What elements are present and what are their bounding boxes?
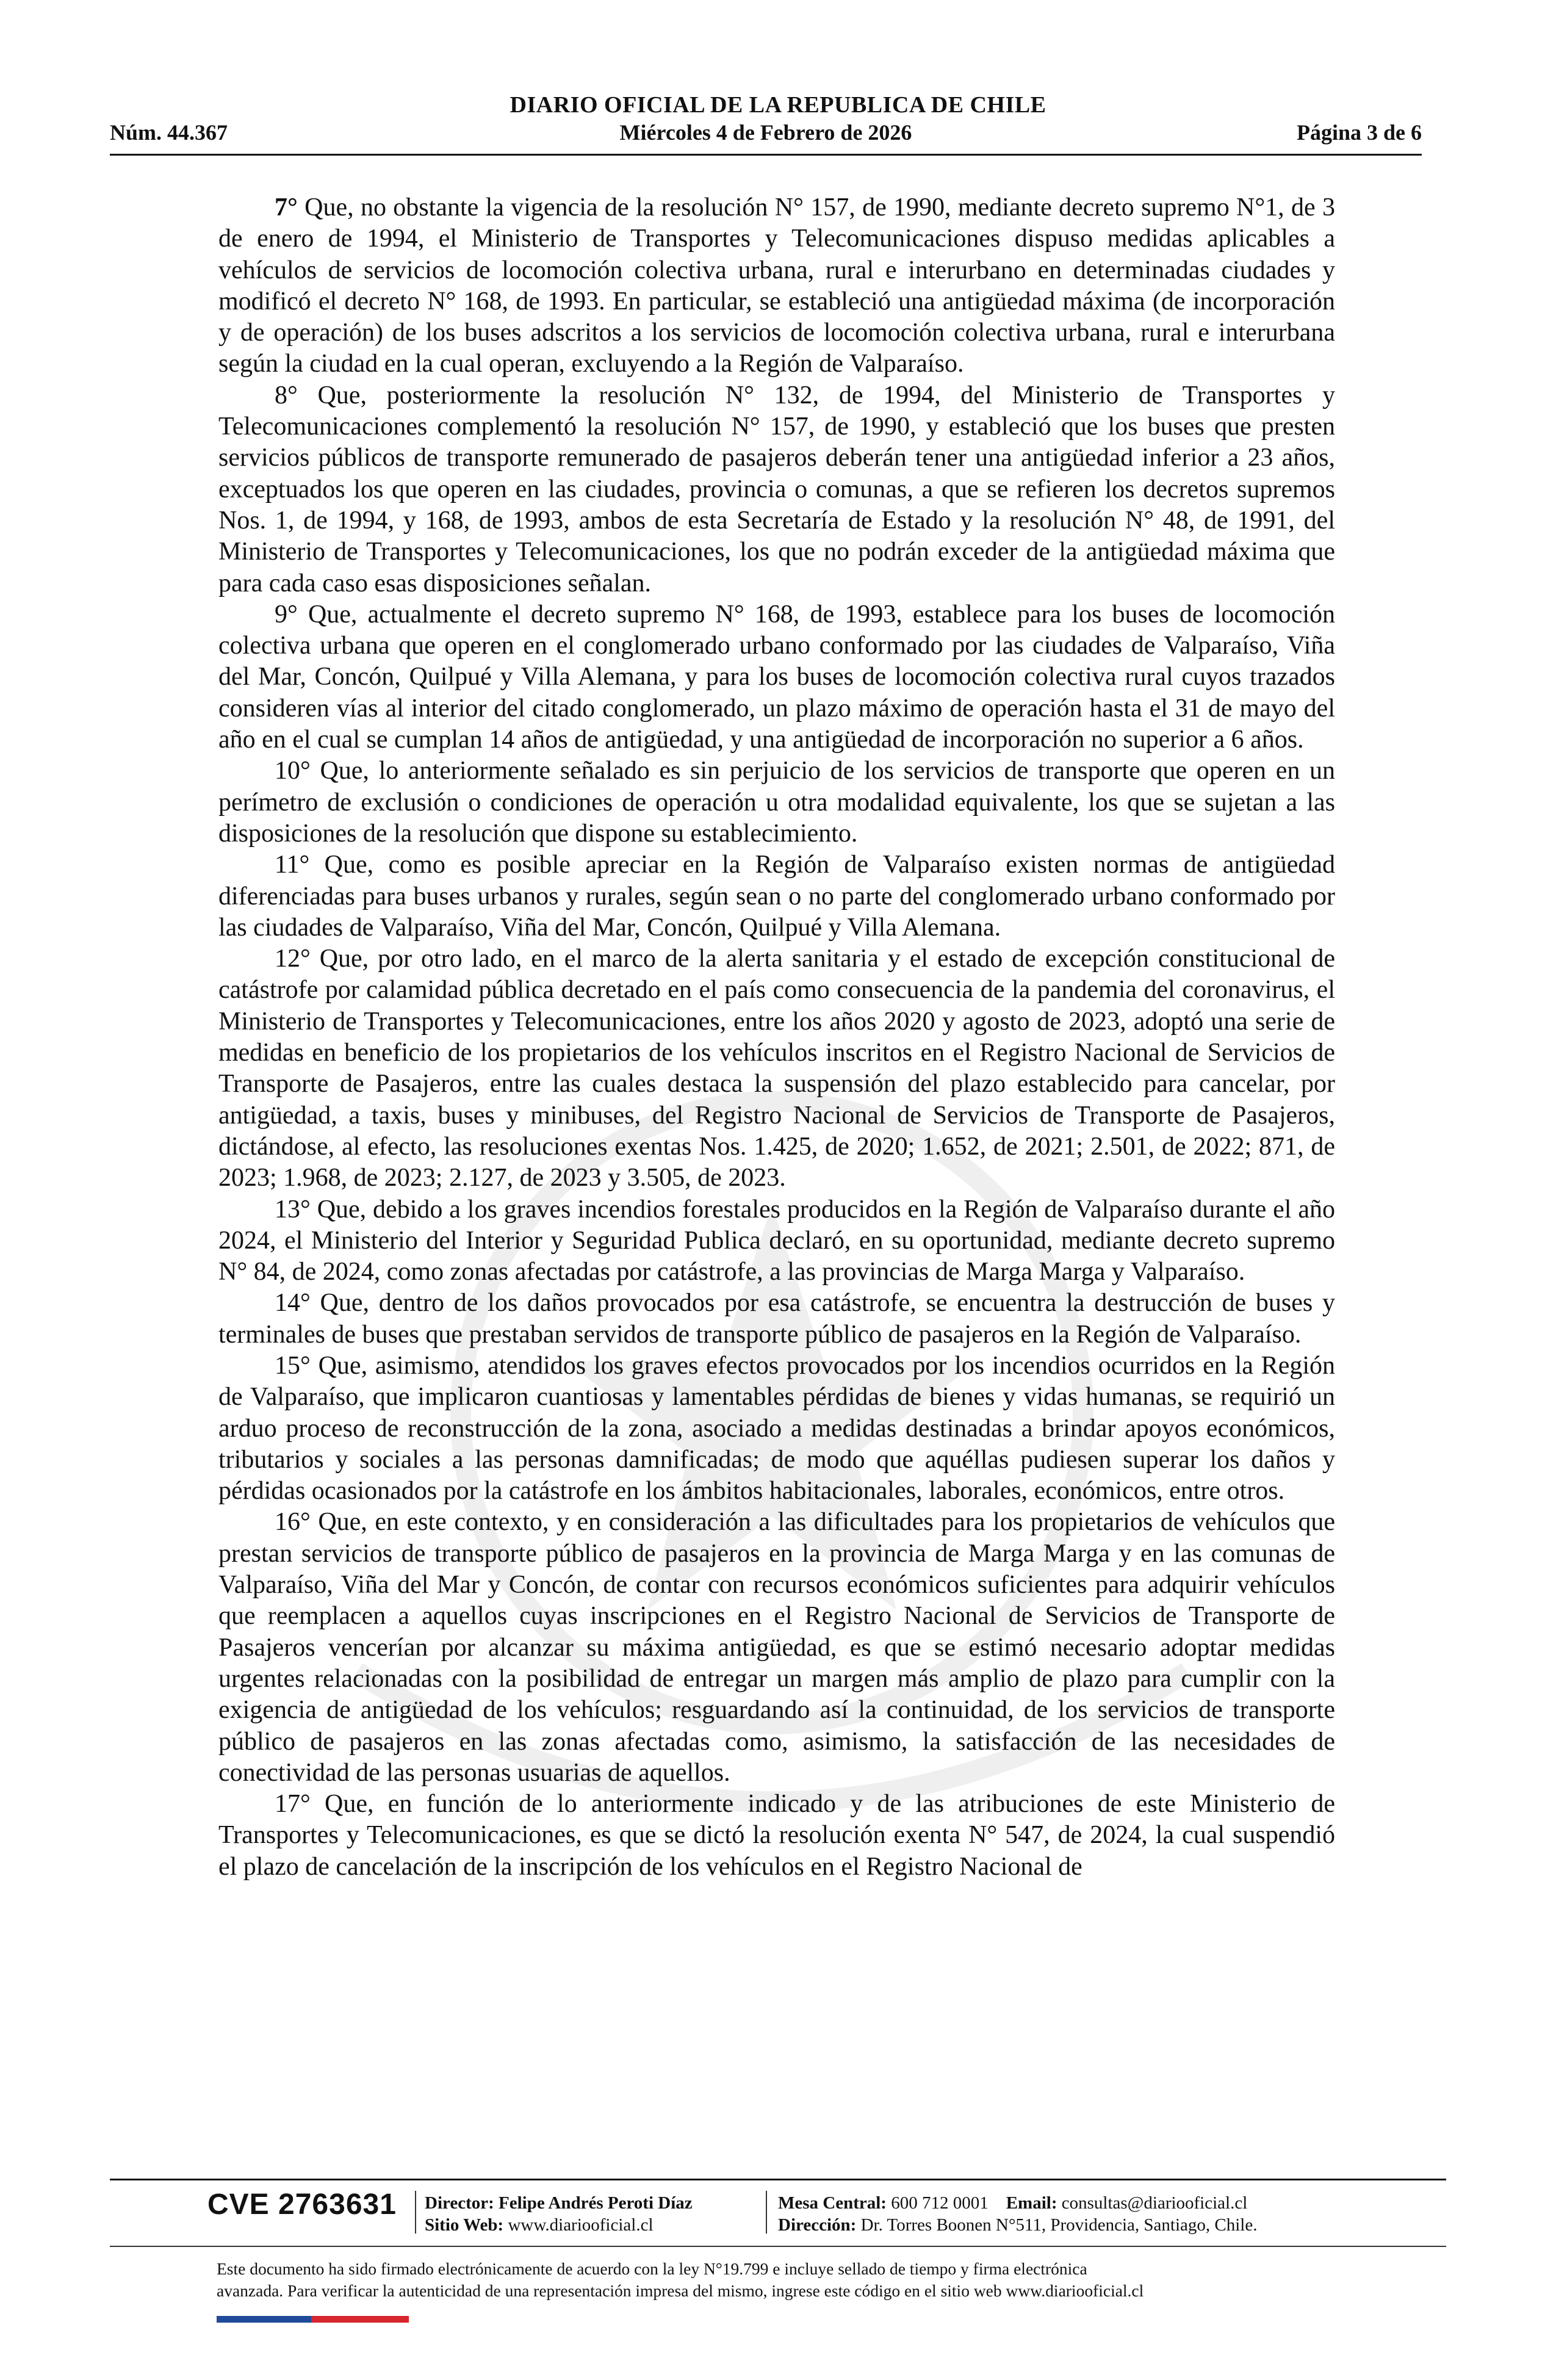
- paragraph-text: Que, asimismo, atendidos los graves efectos provocados por los incendios ocurridos en la Región de Valparaíso, que implicaron cuantiosas y lamentables pérdidas de bienes y vidas humanas, se requirió un arduo proceso de reconstrucción de la zona, asociado a medidas destinadas a brindar apoyos económicos, tributarios y sociales a las personas damnificadas; de modo que aquéllas pudiesen superar los daños y pérdidas ocasionados por la catástrofe en los ámbitos habitacionales, laborales, económicos, entre otros.: [218, 1351, 1335, 1506]
- paragraph-text: Que, en este contexto, y en consideración a las dificultades para los propietarios de vehículos que prestan servicios de transporte público de pasajeros en la provincia de Marga Marga y en las comunas de Valparaíso, Viña del Mar y Concón, de contar con recursos económicos suficientes para adquirir vehículos que reemplacen a aquellos cuyas inscripciones en el Registro Nacional de Servicios de Transporte de Pasajeros vencerían por alcanzar su máxima antigüedad, es que se estimó necesario adoptar medidas urgentes relacionadas con la posibilidad de entregar un margen más amplio de plazo para cumplir con la exigencia de antigüedad de los vehículos; resguardando así la continuidad, de los servicios de transporte público de pasajeros en las zonas afectadas como, asimismo, la satisfacción de las necesidades de conectividad de las personas usuarias de aquellos.: [218, 1508, 1335, 1787]
- paragraph-number: 9°: [275, 600, 298, 629]
- paragraph-13: [218, 1194, 1335, 1288]
- paragraph-text: Que, actualmente el decreto supremo N° 168, de 1993, establece para los buses de locomoción colectiva urbana que operen en el conglomerado urbano conformado por las ciudades de Valparaíso, Viña del Mar, Concón, Quilpué y Villa Alemana, y para los buses de locomoción colectiva rural cuyos trazados consideren vías al interior del citado conglomerado, un plazo máximo de operación hasta el 31 de mayo del año en el cual se cumplan 14 años de antigüedad, y una antigüedad de incorporación no superior a 6 años.: [218, 600, 1335, 754]
- paragraph-text: Que, dentro de los daños provocados por esa catástrofe, se encuentra la destrucción de buses y terminales de buses que prestaban servidos de transporte público de pasajeros en la Región de Valparaíso.: [218, 1289, 1335, 1349]
- paragraph-8: [218, 380, 1335, 599]
- paragraph-number: 12°: [275, 945, 311, 973]
- footer-contact-block: [778, 2192, 1257, 2236]
- mesa-phone: 600 712 0001: [891, 2193, 989, 2213]
- director-name: Felipe Andrés Peroti Díaz: [499, 2193, 693, 2213]
- paragraph-number: 7°: [275, 193, 298, 222]
- issue-number: Núm. 44.367: [110, 120, 228, 145]
- header-divider: [110, 154, 1422, 156]
- address-label: Dirección:: [778, 2215, 857, 2235]
- director-line: [425, 2192, 693, 2214]
- director-label: Director:: [425, 2193, 494, 2213]
- paragraph-9: [218, 599, 1335, 755]
- mesa-label: Mesa Central:: [778, 2193, 887, 2213]
- document-body: [218, 192, 1335, 1883]
- paragraph-14: [218, 1288, 1335, 1350]
- paragraph-text: Que, posteriormente la resolución N° 132, de 1994, del Ministerio de Transportes y Telecomunicaciones complementó la resolución N° 157, de 1990, y estableció que los buses que presten servicios públicos de transporte remunerado de pasajeros deberán tener una antigüedad inferior a 23 años, exceptuados los que operen en las ciudades, provincia o comunas, a que se refieren los decretos supremos Nos. 1, de 1994, y 168, de 1993, ambos de esta Secretaría de Estado y la resolución N° 48, de 1991, del Ministerio de Transportes y Telecomunicaciones, los que no podrán exceder de la antigüedad máxima que para cada caso esas disposiciones señalan.: [218, 381, 1335, 597]
- paragraph-7: [218, 192, 1335, 380]
- paragraph-12: [218, 943, 1335, 1194]
- flag-stripe-red: [311, 2316, 409, 2323]
- footer-separator: [766, 2191, 767, 2234]
- legal-notice: [217, 2258, 1336, 2302]
- header-row: [110, 120, 1422, 150]
- paragraph-15: [218, 1350, 1335, 1507]
- paragraph-16: [218, 1507, 1335, 1789]
- site-line: [425, 2214, 693, 2236]
- paragraph-text: Que, lo anteriormente señalado es sin perjuicio de los servicios de transporte que operen en un perímetro de exclusión o condiciones de operación u otra modalidad equivalente, los que se sujetan a las disposiciones de la resolución que dispone su establecimiento.: [218, 757, 1335, 848]
- legal-line-2: avanzada. Para verificar la autenticidad de una representación impresa del mismo, ingrese este código en el sitio web www.diariooficial.cl: [217, 2281, 1144, 2300]
- paragraph-number: 11°: [275, 851, 310, 879]
- flag-stripe-blue: [217, 2316, 311, 2323]
- paragraph-number: 10°: [275, 757, 311, 785]
- paragraph-10: [218, 755, 1335, 849]
- issue-date: Miércoles 4 de Febrero de 2026: [619, 120, 912, 145]
- site-label: Sitio Web:: [425, 2215, 504, 2235]
- paragraph-text: Que, no obstante la vigencia de la resolución N° 157, de 1990, mediante decreto supremo N°1, de 3 de enero de 1994, el Ministerio de Transportes y Telecomunicaciones dispuso medidas aplicables a vehículos de servicios de locomoción colectiva urbana, rural e interurbano en determinadas ciudades y modificó el decreto N° 168, de 1993. En particular, se estableció una antigüedad máxima (de incorporación y de operación) de los buses adscritos a los servicios de locomoción colectiva urbana, rural e interurbana según la ciudad en la cual operan, excluyendo a la Región de Valparaíso.: [218, 193, 1335, 378]
- paragraph-text: Que, debido a los graves incendios forestales producidos en la Región de Valparaíso durante el año 2024, el Ministerio del Interior y Seguridad Publica declaró, en su oportunidad, mediante decreto supremo N° 84, de 2024, como zonas afectadas por catástrofe, a las provincias de Marga Marga y Valparaíso.: [218, 1195, 1335, 1286]
- legal-line-1: Este documento ha sido firmado electrónicamente de acuerdo con la ley N°19.799 e incluye sellado de tiempo y firma electrónica: [217, 2259, 1087, 2278]
- paragraph-number: 16°: [275, 1508, 311, 1537]
- paragraph-17: [218, 1789, 1335, 1883]
- page-indicator: Página 3 de 6: [1296, 120, 1422, 145]
- paragraph-11: [218, 849, 1335, 943]
- address-value: Dr. Torres Boonen N°511, Providencia, Santiago, Chile.: [860, 2215, 1258, 2235]
- site-link[interactable]: www.diariooficial.cl: [508, 2215, 654, 2235]
- footer-divider-top: [110, 2179, 1446, 2180]
- paragraph-text: Que, en función de lo anteriormente indicado y de las atribuciones de este Ministerio de Transportes y Telecomunicaciones, es que se dictó la resolución exenta N° 547, de 2024, la cual suspendió el plazo de cancelación de la inscripción de los vehículos en el Registro Nacional de: [218, 1790, 1335, 1881]
- paragraph-number: 15°: [275, 1351, 311, 1380]
- footer-director-block: [425, 2192, 693, 2236]
- email-label: Email:: [1006, 2193, 1057, 2213]
- paragraph-number: 14°: [275, 1289, 311, 1318]
- footer-divider-bottom: [110, 2246, 1446, 2247]
- paragraph-number: 17°: [275, 1790, 311, 1819]
- paragraph-number: 13°: [275, 1195, 311, 1224]
- paragraph-number: 8°: [275, 381, 298, 409]
- cve-code: CVE 2763631: [207, 2188, 397, 2221]
- address-line: [778, 2214, 1257, 2236]
- contact-line: [778, 2192, 1257, 2214]
- newspaper-title: DIARIO OFICIAL DE LA REPUBLICA DE CHILE: [510, 92, 1046, 118]
- paragraph-text: Que, por otro lado, en el marco de la alerta sanitaria y el estado de excepción constitucional de catástrofe por calamidad pública decretado en el país como consecuencia de la pandemia del coronavirus, el Ministerio de Transportes y Telecomunicaciones, entre los años 2020 y agosto de 2023, adoptó una serie de medidas en beneficio de los propietarios de los vehículos inscritos en el Registro Nacional de Servicios de Transporte de Pasajeros, entre las cuales destaca la suspensión del plazo establecido para cancelar, por antigüedad, a taxis, buses y minibuses, del Registro Nacional de Servicios de Transporte de Pasajeros, dictándose, al efecto, las resoluciones exentas Nos. 1.425, de 2020; 1.652, de 2021; 2.501, de 2022; 871, de 2023; 1.968, de 2023; 2.127, de 2023 y 3.505, de 2023.: [218, 945, 1335, 1192]
- footer-separator: [415, 2191, 416, 2234]
- email-link[interactable]: consultas@diariooficial.cl: [1061, 2193, 1248, 2213]
- paragraph-text: Que, como es posible apreciar en la Región de Valparaíso existen normas de antigüedad diferenciadas para buses urbanos y rurales, según sean o no parte del conglomerado urbano conformado por las ciudades de Valparaíso, Viña del Mar, Concón, Quilpué y Villa Alemana.: [218, 851, 1335, 942]
